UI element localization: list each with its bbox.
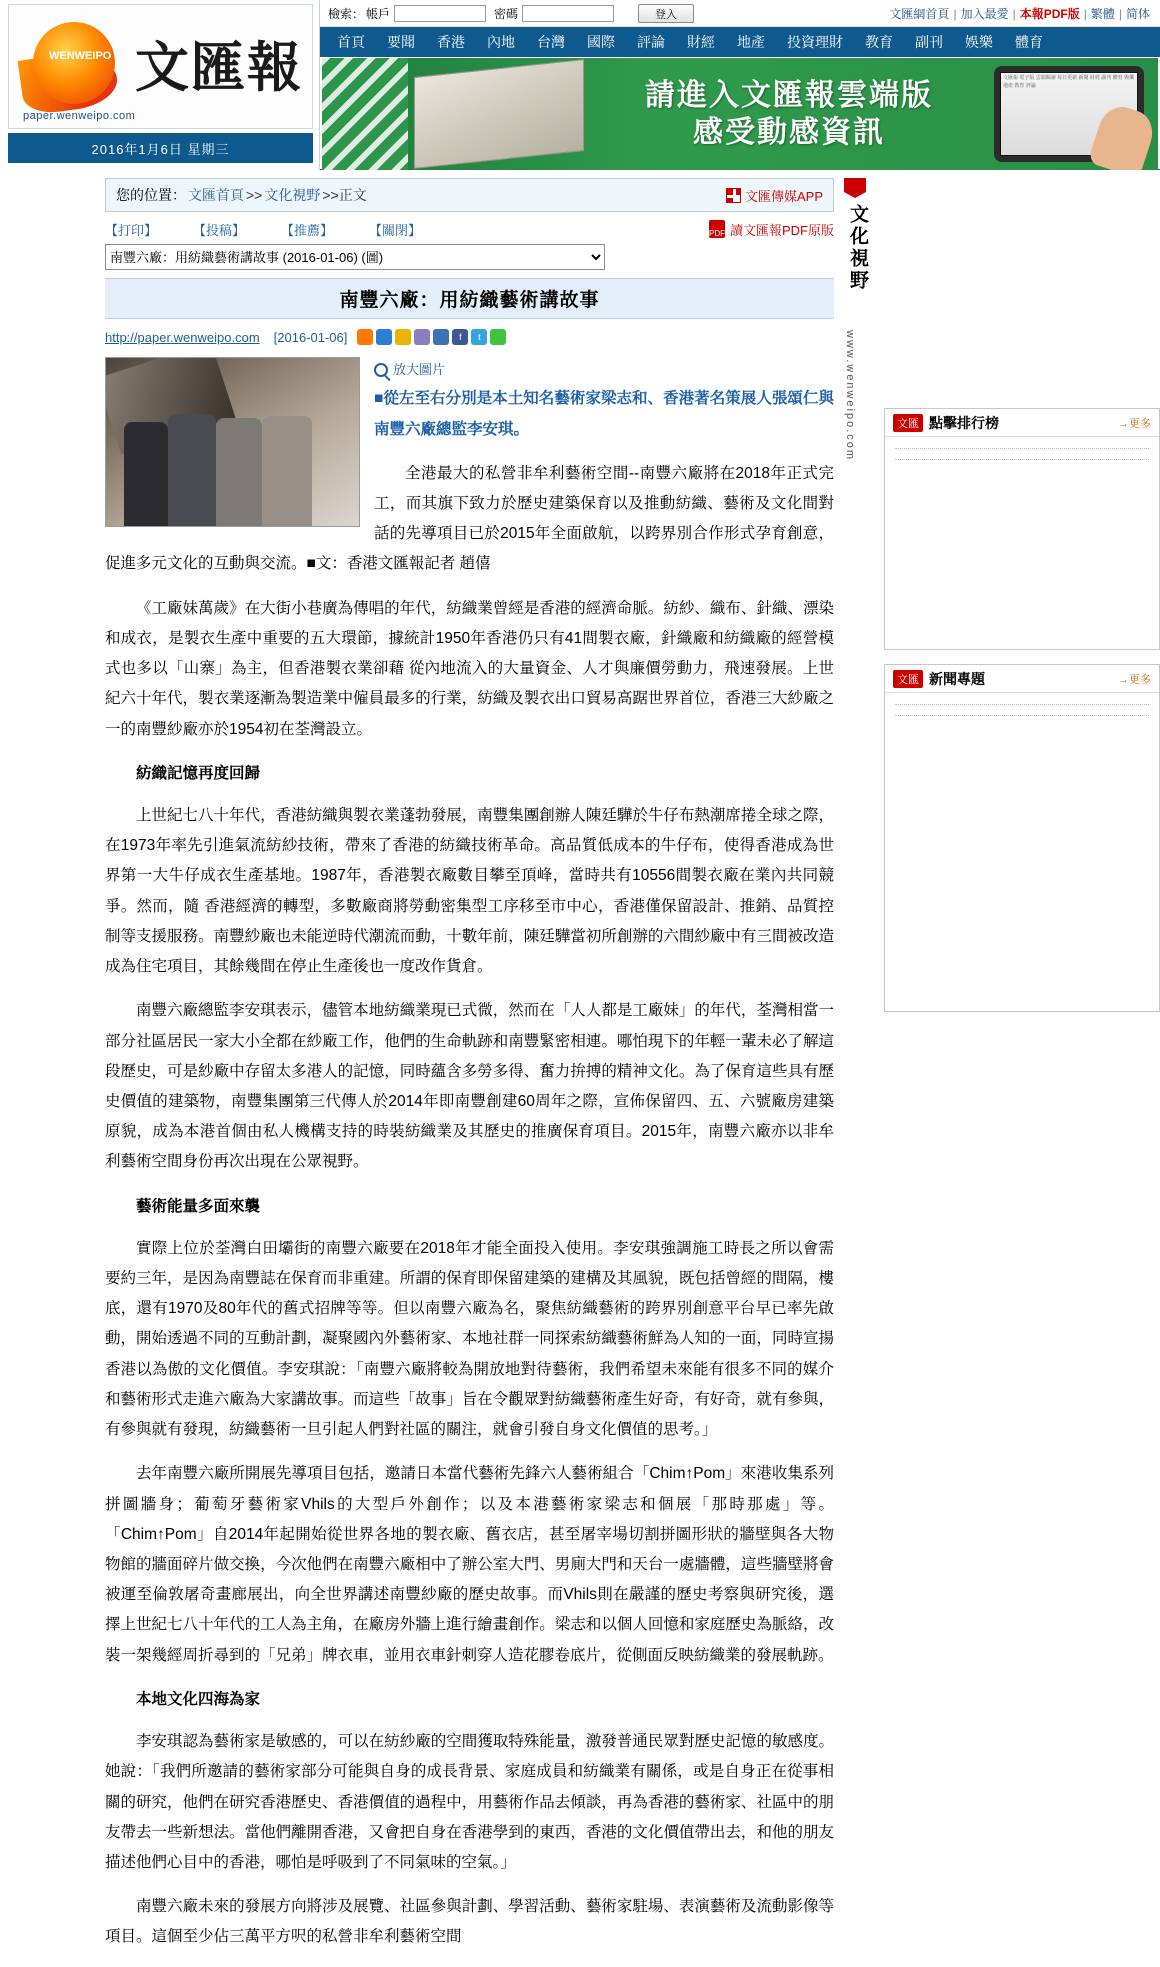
divider: [895, 715, 1149, 716]
nav-item-international[interactable]: 國際: [587, 34, 615, 50]
logo-mark-text: WENWEIPO: [49, 49, 112, 62]
nav-item-mainland[interactable]: 內地: [487, 34, 515, 50]
header-links: 文匯網首頁 | 加入最愛 | 本報PDF版 | 繁體 | 简体: [889, 6, 1150, 21]
tablet-screen-text: 文匯報 電子版 雲端閱讀 每日更新 新聞 財經 副刊 體育 娛樂 地產 教育 評論: [1000, 72, 1138, 156]
panel-more-label: 更多: [1129, 673, 1151, 686]
link-pdf-edition[interactable]: 本報PDF版: [1019, 6, 1080, 21]
publish-date: [2016-01-06]: [273, 329, 348, 345]
wechat-icon[interactable]: [490, 329, 506, 345]
panel-body: [885, 693, 1159, 1011]
nav-item-property[interactable]: 地產: [737, 34, 765, 50]
article-meta: [105, 319, 834, 351]
pdf-label: 讀文匯報PDF原版: [729, 222, 834, 238]
photo-figure-2: [168, 414, 216, 526]
qr-code-icon: [726, 188, 741, 203]
banner-text: [584, 77, 994, 152]
print-label: 【打印】: [105, 222, 158, 238]
nav-item-top-news[interactable]: 要聞: [387, 34, 415, 50]
panel-badge: 文匯: [893, 414, 923, 432]
flame-logo-icon: [19, 12, 129, 122]
banner-line2: 感受動感資訊: [693, 116, 885, 149]
section-title-3: 本地文化四海為家: [136, 1690, 261, 1708]
twitter-icon[interactable]: t: [471, 329, 487, 345]
submit-label: 【投稿】: [193, 222, 246, 238]
article-select-row: [105, 242, 834, 278]
mail-icon[interactable]: [414, 329, 430, 345]
app-label: 文匯傳媒APP: [744, 188, 823, 204]
link-wenweipo-home[interactable]: 文匯網首頁: [889, 6, 950, 21]
section-title-2: 藝術能量多面來襲: [136, 1197, 261, 1215]
sidebar: [844, 178, 1160, 1967]
article-body: [105, 357, 834, 1953]
account-label: 帳戶: [366, 6, 391, 21]
article-paragraph: 南豐六廠未來的發展方向將涉及展覽、社區參與計劃、學習活動、藝術家駐場、表演藝術及流動影像等項目。這個至少佔三萬平方呎的私營非牟利藝術空間: [105, 1898, 834, 1946]
article-paragraph: 實際上位於荃灣白田壩街的南豐六廠要在2018年才能全面投入使用。李安琪強調施工時長之所以會需要約三年，是因為南豐誌在保育而非重建。所謂的保育即保留建築的建構及其風貌，既包括曾經的間隔，樓底，還有1970及80年代的舊式招牌等等。但以南豐六廠為名，聚焦紡織藝術的跨界別創意平台早已率先啟動，開始透過不同的互動計劃，凝聚國內外藝術家、本地社群一同探索紡織藝術鮮為人知的一面，同時宣揚香港以為傲的文化價值。李安琪說：「南豐六廠將較為開放地對待藝術，我們希望未來能有很多不同的媒介和藝術形式走進六廠為大家講故事。而這些「故事」旨在令觀眾對紡織藝術產生好奇，有好奇，就有參與，有參與就有發現，紡織藝術一旦引起人們對社區的關注，就會引發自身文化價值的思考。」: [105, 1239, 834, 1439]
article-paragraph: 去年南豐六廠所開展先導項目包括，邀請日本當代藝術先鋒六人藝術組合「Chim↑Pom」來港收集系列拼圖牆身；葡萄牙藝術家Vhils的大型戶外創作；以及本港藝術家梁志和個展「那時那處」等。「Chim↑Pom」自2014年起開始從世界各地的製衣廠、舊衣店，甚至屠宰場切割拼圖形狀的牆壁與各大物物館的牆面碎片做交換，今次他們在南豐六廠相中了辦公室大門、男廁大門和天台一處牆體，這些牆壁將會被運至倫敦屠奇畫廊展出，向全世界講述南豐紗廠的歷史故事。而Vhils則在嚴謹的歷史考察與研究後，選擇上世紀七八十年代的工人為主角，在廠房外牆上進行繪畫創作。梁志和以個人回憶和家庭歷史為脈絡，改裝一架幾經周折尋到的「兄弟」牌衣車，並用衣車針刺穿人造花膠卷底片，從側面反映紡織業的發展軌跡。: [105, 1465, 834, 1664]
panel-header: [885, 409, 1159, 437]
newspaper-stack-image: [414, 59, 584, 169]
panel-title: 新聞專題: [929, 670, 985, 687]
panel-header: [885, 665, 1159, 693]
article-paragraph: 李安琪認為藝術家是敏感的，可以在紡紗廠的空間獲取特殊能量，激發普通民眾對歷史記憶的敏感度。她說：「我們所邀請的藝術家部分可能與自身的成長背景、家庭成員和紡織業有關係，或是自身正在從事相關的研究，他們在研究香港歷史、香港價值的過程中，用藝術作品去傾談，再為香港的藝術家、社區中的朋友帶去一些新想法。當他們離開香港，又會把自身在香港學到的東西，香港的文化價值帶出去，和他的朋友描述他們心目中的香港，哪怕是呼吸到了不同氣味的空氣。」: [105, 1733, 834, 1871]
divider: [895, 704, 1149, 705]
banner-line1: 請進入文匯報雲端版: [645, 78, 933, 112]
facebook-icon[interactable]: f: [452, 329, 468, 345]
logo-title: 文匯報: [135, 34, 303, 99]
enlarge-image-link[interactable]: [374, 357, 834, 382]
panel-badge: 文匯: [893, 670, 923, 688]
article-photo[interactable]: [105, 357, 360, 527]
panel-click-ranking: [884, 408, 1160, 650]
logo-inner: [8, 4, 313, 129]
main-nav: [320, 27, 1160, 57]
source-url[interactable]: http://paper.wenweipo.com: [105, 329, 260, 345]
header-right: [320, 0, 1160, 170]
panel-title: 點擊排行榜: [929, 414, 999, 431]
article-paragraph: 《工廠妹萬歲》在大街小巷廣為傳唱的年代，紡織業曾經是香港的經濟命脈。紡紗、織布、針織、漂染和成衣，是製衣生產中重要的五大環節，據統計1950年香港仍只有41間製衣廠，針織廠和紡織廠的經營模式也多以「山寨」為主，但香港製衣業卻藉 從內地流入的大量資金、人才與廉價勞動力，飛速發展。上世紀六十年代，製衣業逐漸為製造業中僱員最多的行業，紡織及製衣出口貿易高踞世界首位，香港三大紗廠之一的南豐紗廠亦於1954初在荃灣設立。: [105, 599, 834, 738]
panel-more-label: 更多: [1129, 417, 1151, 430]
nav-item-supplement[interactable]: 副刊: [915, 34, 943, 50]
close-button[interactable]: [369, 220, 421, 239]
submit-button[interactable]: [193, 220, 245, 239]
photo-figure-3: [216, 418, 262, 526]
breadcrumb-item-current: 正文: [338, 187, 367, 203]
share-buttons: [357, 329, 506, 345]
photo-figure-1: [124, 422, 168, 526]
password-label: 密碼: [494, 6, 519, 21]
sidebar-site-url: www.wenweipo.com: [844, 330, 856, 462]
link-simplified[interactable]: 简体: [1125, 6, 1150, 21]
article-select[interactable]: [105, 244, 605, 270]
cloud-edition-banner[interactable]: [322, 58, 1158, 170]
tablet-image: [994, 66, 1144, 162]
divider: [895, 448, 1149, 449]
section-title-1: 紡織記憶再度回歸: [136, 764, 261, 782]
nav-item-entertainment[interactable]: 娛樂: [965, 34, 993, 50]
breadcrumb-separator-2: >>: [322, 187, 339, 203]
link-traditional[interactable]: 繁體: [1090, 6, 1115, 21]
breadcrumb: [105, 178, 834, 212]
nav-item-taiwan[interactable]: 台灣: [537, 34, 565, 50]
photo-figure-4: [262, 416, 312, 526]
breadcrumb-item-home[interactable]: 文匯首頁: [188, 187, 244, 203]
nav-item-hongkong[interactable]: 香港: [437, 34, 465, 50]
pdf-link[interactable]: [709, 220, 834, 239]
nav-item-finance[interactable]: 財經: [687, 34, 715, 50]
sidebar-vertical-header: [844, 178, 880, 461]
article-paragraph: 上世紀七八十年代，香港紡織與製衣業蓬勃發展，南豐集團創辦人陳廷驊於牛仔布熱潮席捲全球之際，在1973年率先引進氣流紡紗技術，帶來了香港的紡織技術革命。高品質低成本的牛仔布，使得香港成為世界第一大牛仔成衣生產基地。1987年，香港製衣廠數目攀至頂峰，當時共有10556間製衣廠在業內共同競爭。然而，隨 香港經濟的轉型，多數廠商將勞動密集型工序移至市中心，香港僅保留設計、推銷、品質控制等支援服務。南豐紗廠也未能逆時代潮流而動，十數年前，陳廷驊當初所創辦的六間紗廠中有三間被改造成為住宅項目，其餘幾間在停止生產後也一度改作貨倉。: [105, 806, 834, 976]
nav-item-education[interactable]: 教育: [865, 34, 893, 50]
site-header: [0, 0, 1160, 170]
search-label: 檢索：: [328, 6, 365, 21]
ribbon-icon: [844, 178, 866, 198]
site-logo-box[interactable]: [0, 0, 320, 170]
app-link[interactable]: [726, 186, 823, 205]
sidebar-section-title: 文化視野: [847, 204, 868, 292]
print-icon[interactable]: [433, 329, 449, 345]
logo-url: paper.wenweipo.com: [23, 110, 136, 122]
recommend-button[interactable]: [281, 220, 333, 239]
magnifier-icon: [374, 363, 388, 377]
panel-more-link[interactable]: →更多: [1118, 673, 1151, 686]
search-bar: [320, 0, 1160, 27]
rss-icon[interactable]: [357, 329, 373, 345]
current-date: 2016年1月6日 星期三: [8, 133, 313, 163]
page-title: 南豐六廠：用紡織藝術講故事: [105, 278, 834, 319]
article-column: [105, 178, 834, 1967]
login-button[interactable]: 登入: [638, 4, 694, 23]
account-input[interactable]: [394, 5, 486, 22]
nav-item-investment[interactable]: 投資理財: [787, 34, 843, 50]
breadcrumb-separator-1: >>: [246, 187, 263, 203]
article-toolbar: [105, 212, 834, 242]
recommend-label: 【推薦】: [281, 222, 334, 238]
breadcrumb-label: 您的位置：: [116, 187, 186, 203]
nav-item-sports[interactable]: 體育: [1015, 34, 1043, 50]
password-input[interactable]: [522, 5, 614, 22]
nav-item-commentary[interactable]: 評論: [637, 34, 665, 50]
article-photo-wrap: [105, 357, 360, 527]
panel-more-link[interactable]: →更多: [1118, 417, 1151, 430]
breadcrumb-item-culture[interactable]: 文化視野: [264, 187, 321, 203]
close-label: 【關閉】: [369, 222, 422, 238]
nav-item-home[interactable]: 首頁: [337, 34, 365, 50]
share-icon[interactable]: [376, 329, 392, 345]
chevron-stripes-icon: [322, 58, 408, 170]
article-paragraph: 南豐六廠總監李安琪表示，儘管本地紡織業現已式微，然而在「人人都是工廠妹」的年代，荃灣相當一部分社區居民一家大小全都在紗廠工作，他們的生命軌跡和南豐緊密相連。哪怕現下的年輕一輩未必了解這段歷史，可是紗廠中存留太多港人的記憶，同時蘊含多勞多得、奮力拚搏的精神文化。為了保育這些具有歷史價值的建築物，南豐集團第三代傳人於2014年即南豐創建60周年之際，宣佈保留四、五、六號廠房建築原貌，成為本港首個由私人機構支持的時裝紡織業及其歷史的推廣保育項目。2015年，南豐六廠亦以非牟利藝術空間身份再次出現在公眾視野。: [105, 1002, 834, 1171]
panel-news-topics: [884, 664, 1160, 1012]
photo-caption: ■從左至右分別是本土知名藝術家梁志和、香港著名策展人張頌仁與南豐六廠總監李安琪。: [374, 390, 834, 438]
enlarge-label: 放大圖片: [393, 362, 446, 377]
page-content: [0, 170, 1160, 1967]
pdf-icon: PDF: [709, 220, 725, 238]
article-lead: 全港最大的私營非牟利藝術空間--南豐六廠將在2018年正式完工，而其旗下致力於歷史建築保育以及推動紡織、藝術及文化間對話的先導項目已於2015年全面啟航，以跨界別合作形式孕育創意，促進多元文化的互動與交流。■文：香港文匯報記者 趙僖: [105, 464, 834, 573]
print-button[interactable]: [105, 220, 157, 239]
panel-body: [885, 437, 1159, 649]
divider: [895, 459, 1149, 460]
bookmark-icon[interactable]: [395, 329, 411, 345]
link-add-favorite[interactable]: 加入最愛: [960, 6, 1009, 21]
